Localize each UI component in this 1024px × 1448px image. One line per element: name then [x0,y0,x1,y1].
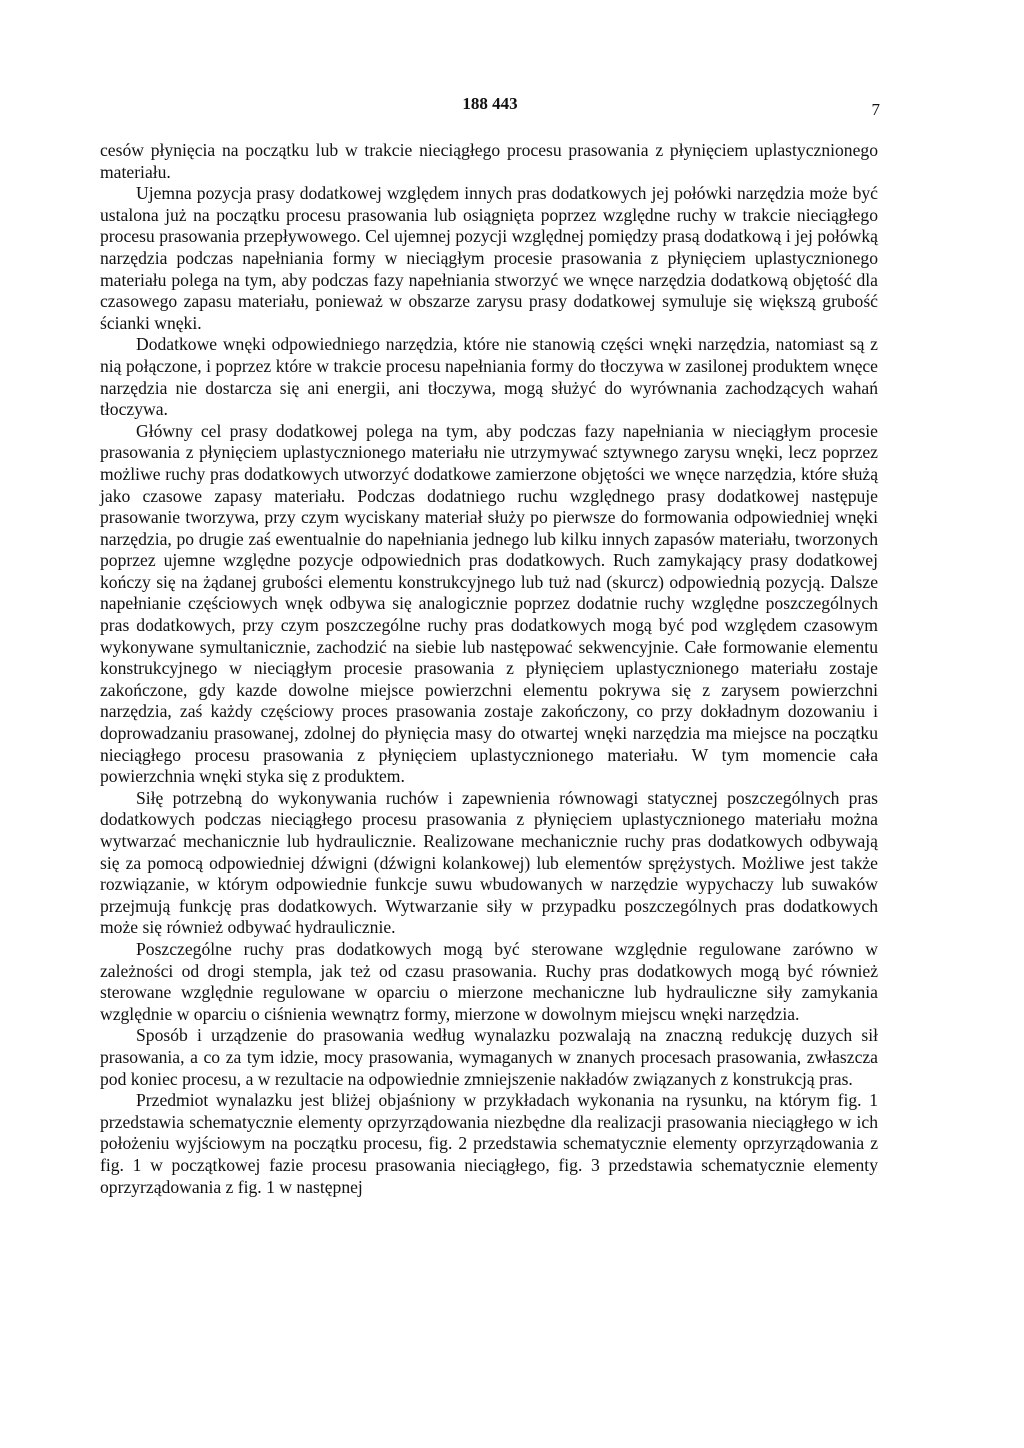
paragraph: Siłę potrzebną do wykonywania ruchów i zapewnienia równowagi statycznej poszczególnych pras dodatkowych podczas nieciągłego procesu prasowania z płynięciem uplastycznionego materiału można wytwarzać mechanicznie lub hydraulicznie. Realizowane mechanicznie ruchy pras dodatkowych odbywają się za pomocą odpowiedniej dźwigni (dźwigni kolankowej) lub elementów sprężystych. Możliwe jest także rozwiązanie, w którym odpowiednie funkcje suwu wbudowanych w narzędzie wypychaczy lub suwaków przejmują funkcję pras dodatkowych. Wytwarzanie siły w przypadku poszczególnych pras dodatkowych może się również odbywać hydraulicznie. [100,787,878,938]
page-number: 7 [871,100,880,119]
paragraph-continuation: cesów płynięcia na początku lub w trakcie nieciągłego procesu prasowania z płynięciem uplastycznionego materiału. [100,140,878,182]
page-header [100,94,880,118]
paragraph: Dodatkowe wnęki odpowiedniego narzędzia, które nie stanowią części wnęki narzędzia, natomiast są z nią połączone, i poprzez które w trakcie procesu napełniania formy do tłoczywa w zasilonej produktem wnęce narzędzia nie dostarcza się ani energii, ani tłoczywa, mogą służyć do wyrównania zachodzących wahań tłoczywa. [100,334,878,420]
paragraph: Sposób i urządzenie do prasowania według wynalazku pozwalają na znaczną redukcję duzych sił prasowania, a co za tym idzie, mocy prasowania, wymaganych w znanych procesach prasowania, zwłaszcza pod koniec procesu, a w rezultacie na odpowiednie zmniejszenie nakładów związanych z konstrukcją pras. [100,1025,878,1089]
paragraph: Ujemna pozycja prasy dodatkowej względem innych pras dodatkowych jej połówki narzędzia może być ustalona już na początku procesu prasowania lub osiągnięta poprzez względne ruchy w trakcie nieciągłego procesu prasowania przepływowego. Cel ujemnej pozycji względnej pomiędzy prasą dodatkową i jej połówką narzędzia podczas napełniania formy w nieciągłym procesie prasowania z płynięciem uplastycznionego materiału polega na tym, aby podczas fazy napełniania stworzyć we wnęce narzędzia dodatkową objętość dla czasowego zapasu materiału, ponieważ w obszarze zarysu prasy dodatkowej symuluje się większą grubość ścianki wnęki. [100,183,878,333]
document-body [100,140,878,1198]
paragraph: Poszczególne ruchy pras dodatkowych mogą być sterowane względnie regulowane zarówno w zależności od drogi stempla, jak też od czasu prasowania. Ruchy pras dodatkowych mogą być również sterowane względnie regulowane w oparciu o mierzone mechaniczne lub hydrauliczne siły zamykania względnie w oparciu o ciśnienia wewnątrz formy, mierzone w dowolnym miejscu wnęki narzędzia. [100,938,878,1024]
paragraph: Główny cel prasy dodatkowej polega na tym, aby podczas fazy napełniania w nieciągłym procesie prasowania z płynięciem uplastycznionego materiału nie utrzymywać sztywnego zarysu wnęki, lecz poprzez możliwe ruchy pras dodatkowych utworzyć dodatkowe zamierzone objętości we wnęce narzędzia, które służą jako czasowe zapasy materiału. Podczas dodatniego ruchu względnego prasy dodatkowej następuje prasowanie tworzywa, przy czym wyciskany materiał służy po pierwsze do formowania odpowiedniej wnęki narzędzia, po drugie zaś ewentualnie do napełniania jednego lub kilku innych zapasów materiału, tworzonych poprzez ujemne względne pozycje odpowiednich pras dodatkowych. Ruch zamykający prasy dodatkowej kończy się na żądanej grubości elementu konstrukcyjnego lub tuż nad (skurcz) odpowiednią pozycją. Dalsze napełnianie częściowych wnęk odbywa się analogicznie poprzez dodatnie ruchy względne poszczególnych pras dodatkowych, przy czym poszczególne ruchy pras dodatkowych mogą być pod względem czasowym wykonywane symultanicznie, zachodzić na siebie lub następować sekwencyjnie. Całe formowanie elementu konstrukcyjnego w nieciągłym procesie prasowania z płynięciem uplastycznionego materiału zostaje zakończone, gdy kazde dowolne miejsce powierzchni elementu pokrywa się z zarysem powierzchni narzędzia, zaś każdy częściowy proces prasowania zostaje zakończony, co przy dokładnym dozowaniu i doprowadzaniu prasowanej, zdolnej do płynięcia masy do otwartej wnęki narzędzia ma miejsce na początku nieciągłego procesu prasowania z płynięciem uplastycznionego materiału. W tym momencie cała powierzchnia wnęki styka się z produktem. [100,420,878,787]
paragraph: Przedmiot wynalazku jest bliżej objaśniony w przykładach wykonania na rysunku, na którym fig. 1 przedstawia schematycznie elementy oprzyrządowania niezbędne dla realizacji prasowania nieciągłego w ich położeniu wyjściowym na początku procesu, fig. 2 przedstawia schematycznie elementy oprzyrządowania z fig. 1 w początkowej fazie procesu prasowania nieciągłego, fig. 3 przedstawia schematycznie elementy oprzyrządowania z fig. 1 w następnej [100,1090,878,1197]
document-number: 188 443 [462,94,518,113]
